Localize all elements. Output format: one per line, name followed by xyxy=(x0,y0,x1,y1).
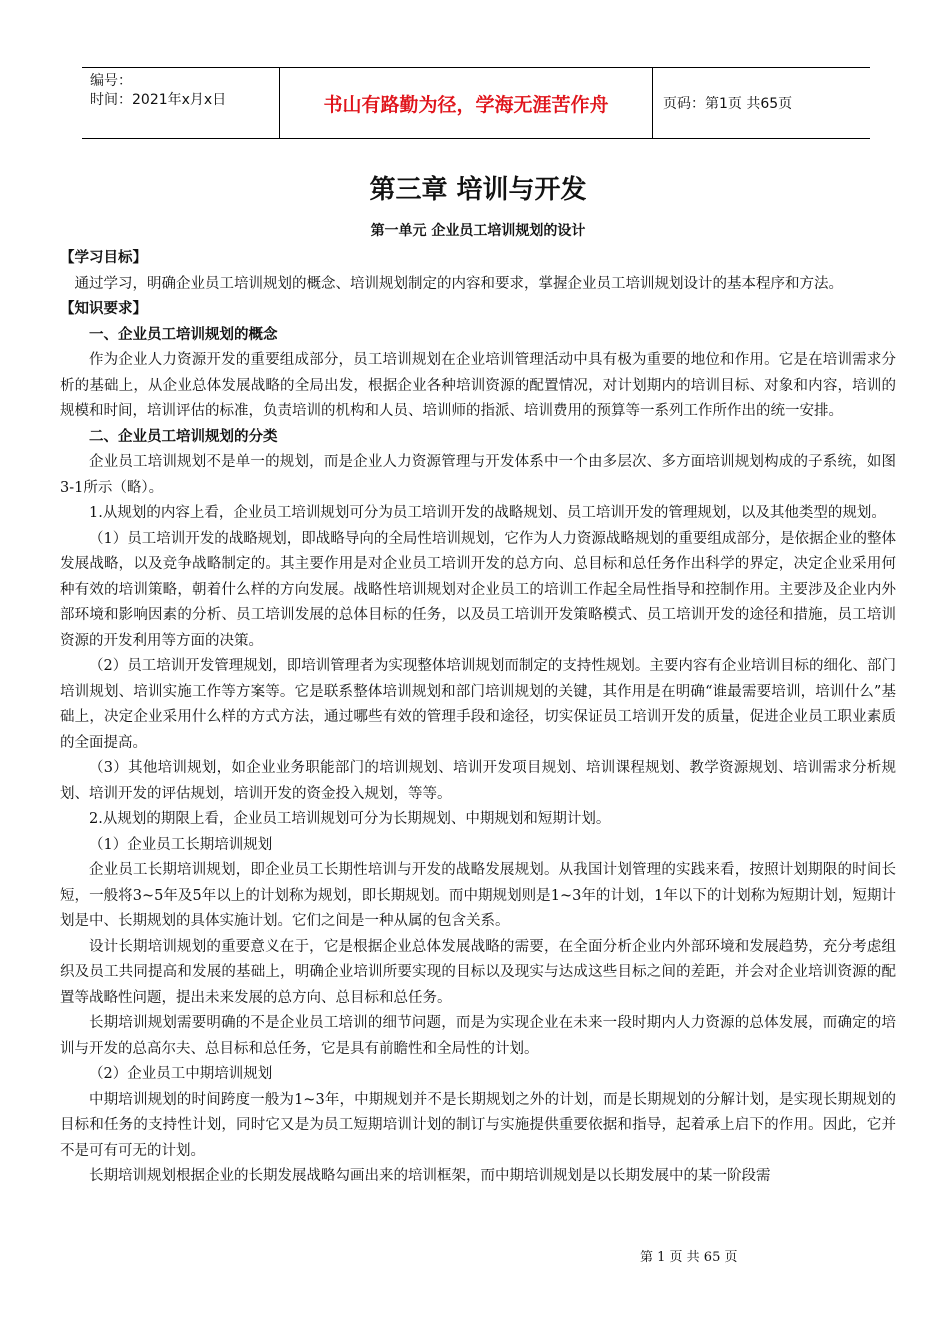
paragraph: 企业员工长期培训规划，即企业员工长期性培训与开发的战略发展规划。从我国计划管理的实践来看，按照计划期限的时间长短，一般将3~5年及5年以上的计划称为规划，即长期规划。而中期规划则是1~3年的计划，1年以下的计划称为短期计划，短期计划是中、长期规划的具体实施计划。它们之间是一种从属的包含关系。 xyxy=(60,862,896,929)
paragraph: 一、企业员工培训规划的概念 xyxy=(89,326,278,343)
paragraph: 企业员工培训规划不是单一的规划，而是企业人力资源管理与开发体系中一个由多层次、多方面培训规划构成的子系统，如图3-1所示（略）。 xyxy=(60,454,896,496)
paragraph: 长期培训规划根据企业的长期发展战略勾画出来的培训框架，而中期培训规划是以长期发展中的某一阶段需 xyxy=(89,1168,771,1184)
header-motto: 书山有路勤为径，学海无涯苦作舟 xyxy=(280,68,653,138)
paragraph: 二、企业员工培训规划的分类 xyxy=(89,428,278,445)
paragraph: 通过学习，明确企业员工培训规划的概念、培训规划制定的内容和要求，掌握企业员工培训规划设计的基本程序和方法。 xyxy=(74,275,843,292)
paragraph: 1.从规划的内容上看，企业员工培训规划可分为员工培训开发的战略规划、员工培训开发的管理规划，以及其他类型的规划。 xyxy=(89,505,886,521)
paragraph: （1）员工培训开发的战略规划，即战略导向的全局性培训规划，它作为人力资源战略规划的重要组成部分，是依据企业的整体发展战略，以及竞争战略制定的。其主要作用是对企业员工培训开发的总方向、总目标和总任务作出科学的界定，决定企业采用何种有效的培训策略，朝着什么样的方向发展。战略性培训规划对企业员工的培训工作起全局性指导和控制作用。主要涉及企业内外部环境和影响因素的分析、员工培训发展的总体目标的任务，以及员工培训开发策略模式、员工培训开发的途径和措施，员工培训资源的开发利用等方面的决策。 xyxy=(60,530,896,649)
paragraph: 【知识要求】 xyxy=(60,301,147,317)
paragraph-list xyxy=(60,246,896,1190)
paragraph: 作为企业人力资源开发的重要组成部分，员工培训规划在企业培训管理活动中具有极为重要的地位和作用。它是在培训需求分析的基础上，从企业总体发展战略的全局出发，根据企业各种培训资源的配置情况，对计划期内的培训目标、对象和内容，培训的规模和时间，培训评估的标准，负责培训的机构和人员、培训师的指派、培训费用的预算等一系列工作所作出的统一安排。 xyxy=(60,352,896,419)
paragraph: 设计长期培训规划的重要意义在于，它是根据企业总体发展战略的需要，在全面分析企业内外部环境和发展趋势，充分考虑组织及员工共同提高和发展的基础上，明确企业培训所要实现的目标以及现实与达成这些目标之间的差距，并会对企业培训资源的配置等战略性问题，提出未来发展的总方向、总目标和总任务。 xyxy=(60,938,896,1006)
paragraph: 长期培训规划需要明确的不是企业员工培训的细节问题，而是为实现企业在未来一段时期内人力资源的总体发展，而确定的培训与开发的总高尔夫、总目标和总任务，它是具有前瞻性和全局性的计划。 xyxy=(60,1015,896,1057)
paragraph: （2）企业员工中期培训规划 xyxy=(89,1066,273,1082)
paragraph: 中期培训规划的时间跨度一般为1~3年，中期规划并不是长期规划之外的计划，而是长期规划的分解计划，是实现长期规划的目标和任务的支持性计划，同时它又是为员工短期培训计划的制订与实施提供重要依据和指导，起着承上启下的作用。因此，它并不是可有可无的计划。 xyxy=(60,1091,896,1159)
document-number-label: 编号： xyxy=(90,73,132,89)
chapter-title: 第三章 培训与开发 xyxy=(369,175,587,205)
paragraph: （2）员工培训开发管理规划，即培训管理者为实现整体培训规划而制定的支持性规划。主要内容有企业培训目标的细化、部门培训规划、培训实施工作等方案等。它是联系整体培训规划和部门培训规划的关键，其作用是在明确“谁最需要培训，培训什么”基础上，决定企业采用什么样的方式方法，通过哪些有效的管理手段和途径，切实保证员工培训开发的质量，促进企业员工职业素质的全面提高。 xyxy=(60,658,896,751)
header-page-number: 页码：第1页 共65页 xyxy=(663,96,793,112)
paragraph: （3）其他培训规划，如企业业务职能部门的培训规划、培训开发项目规划、培训课程规划、教学资源规划、培训需求分析规划、培训开发的评估规划，培训开发的资金投入规划，等等。 xyxy=(60,760,896,802)
page-footer: 第 1 页 共 65 页 xyxy=(640,1250,738,1265)
page-header xyxy=(82,67,870,139)
paragraph: 【学习目标】 xyxy=(60,250,147,266)
document-body xyxy=(60,170,896,1190)
unit-subtitle: 第一单元 企业员工培训规划的设计 xyxy=(370,223,586,239)
header-meta xyxy=(82,68,280,138)
paragraph: （1）企业员工长期培训规划 xyxy=(89,836,273,853)
paragraph: 2.从规划的期限上看，企业员工培训规划可分为长期规划、中期规划和短期计划。 xyxy=(89,811,611,827)
document-date-label: 时间：2021年x月x日 xyxy=(90,92,227,108)
